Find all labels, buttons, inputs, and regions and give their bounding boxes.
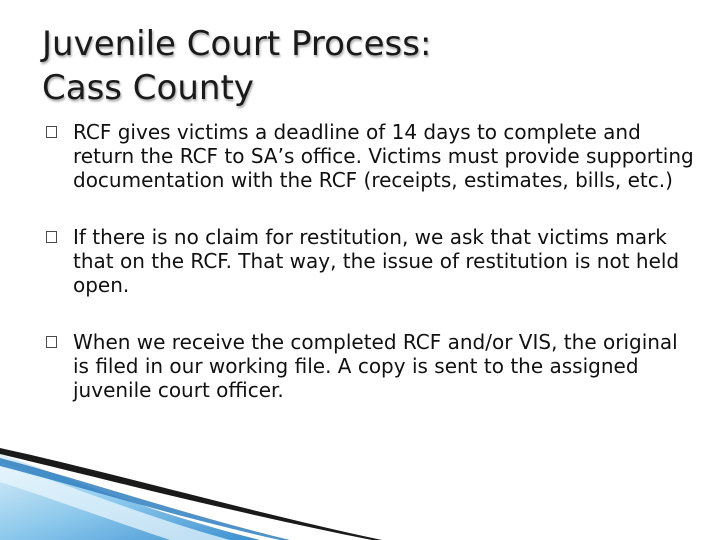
square-bullet-icon bbox=[46, 336, 57, 348]
bullet-text: When we receive the completed RCF and/or VIS, the original is filed in our working file. A copy is sent to the assigned juvenile court officer. bbox=[73, 330, 678, 402]
square-bullet-icon bbox=[46, 231, 57, 243]
bullet-item bbox=[46, 330, 696, 402]
bullet-item bbox=[46, 225, 696, 297]
corner-swoosh-decoration bbox=[0, 440, 720, 540]
bullet-text: RCF gives victims a deadline of 14 days to complete and return the RCF to SA’s office. Victims must provide supporting documentation with the RCF (receipts, estimates, bills, etc.) bbox=[73, 120, 694, 192]
slide-title-line-1: Juvenile Court Process: bbox=[42, 24, 432, 64]
bullet-item bbox=[46, 120, 696, 192]
square-bullet-icon bbox=[46, 126, 57, 138]
slide-title-line-2: Cass County bbox=[42, 68, 254, 108]
bullet-text: If there is no claim for restitution, we ask that victims mark that on the RCF. That way, the issue of restitution is not held open. bbox=[73, 225, 680, 297]
slide-title bbox=[42, 22, 662, 110]
bullet-list bbox=[46, 120, 696, 435]
